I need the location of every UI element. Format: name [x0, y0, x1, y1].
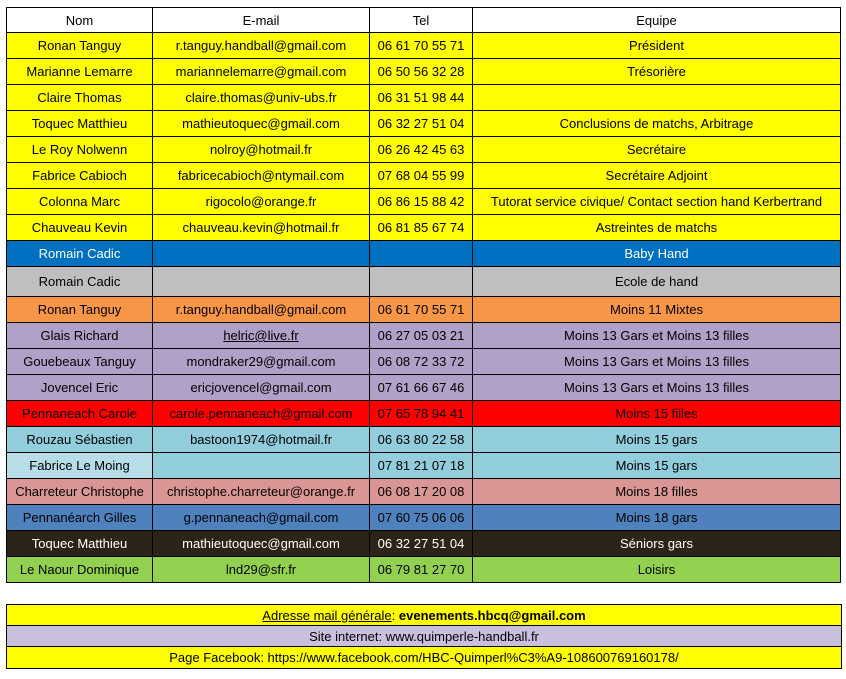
table-row — [7, 215, 841, 241]
cell-tel: 06 26 42 45 63 — [370, 137, 473, 163]
cell-tel: 06 27 05 03 21 — [370, 323, 473, 349]
table-row — [7, 427, 841, 453]
cell-email[interactable]: g.pennaneach@gmail.com — [153, 505, 370, 531]
cell-tel: 06 32 27 51 04 — [370, 111, 473, 137]
table-body — [7, 33, 841, 583]
cell-equipe: Ecole de hand — [473, 267, 841, 297]
cell-tel: 06 08 72 33 72 — [370, 349, 473, 375]
header-equipe: Equipe — [473, 8, 841, 33]
cell-nom: Charreteur Christophe — [7, 479, 153, 505]
contacts-table — [6, 7, 841, 583]
cell-equipe: Moins 13 Gars et Moins 13 filles — [473, 349, 841, 375]
footer-info — [6, 604, 842, 669]
cell-nom: Jovencel Eric — [7, 375, 153, 401]
cell-nom: Claire Thomas — [7, 85, 153, 111]
cell-equipe: Conclusions de matchs, Arbitrage — [473, 111, 841, 137]
table-row — [7, 557, 841, 583]
cell-email[interactable]: rigocolo@orange.fr — [153, 189, 370, 215]
table-row — [7, 241, 841, 267]
cell-nom: Pennanéarch Gilles — [7, 505, 153, 531]
header-nom: Nom — [7, 8, 153, 33]
table-row — [7, 323, 841, 349]
cell-tel: 06 50 56 32 28 — [370, 59, 473, 85]
cell-tel: 06 79 81 27 70 — [370, 557, 473, 583]
cell-nom: Chauveau Kevin — [7, 215, 153, 241]
cell-nom: Romain Cadic — [7, 241, 153, 267]
cell-email[interactable]: mathieutoquec@gmail.com — [153, 531, 370, 557]
cell-nom: Fabrice Le Moing — [7, 453, 153, 479]
cell-email[interactable]: mondraker29@gmail.com — [153, 349, 370, 375]
cell-email[interactable]: claire.thomas@univ-ubs.fr — [153, 85, 370, 111]
table-row — [7, 267, 841, 297]
cell-nom: Ronan Tanguy — [7, 33, 153, 59]
cell-email — [153, 267, 370, 297]
cell-tel: 06 08 17 20 08 — [370, 479, 473, 505]
cell-equipe: Moins 15 gars — [473, 427, 841, 453]
cell-email[interactable]: r.tanguy.handball@gmail.com — [153, 297, 370, 323]
cell-nom: Glais Richard — [7, 323, 153, 349]
cell-nom: Romain Cadic — [7, 267, 153, 297]
table-row — [7, 375, 841, 401]
header-tel: Tel — [370, 8, 473, 33]
cell-equipe: Moins 18 gars — [473, 505, 841, 531]
table-row — [7, 479, 841, 505]
cell-tel: 06 61 70 55 71 — [370, 33, 473, 59]
cell-nom: Fabrice Cabioch — [7, 163, 153, 189]
cell-equipe: Astreintes de matchs — [473, 215, 841, 241]
cell-nom: Ronan Tanguy — [7, 297, 153, 323]
general-mail-line — [7, 605, 841, 626]
table-row — [7, 297, 841, 323]
cell-equipe — [473, 85, 841, 111]
cell-tel: 07 60 75 06 06 — [370, 505, 473, 531]
cell-tel: 06 86 15 88 42 — [370, 189, 473, 215]
table-row — [7, 111, 841, 137]
table-row — [7, 401, 841, 427]
general-mail-label: Adresse mail générale — [262, 608, 392, 623]
cell-equipe: Moins 15 filles — [473, 401, 841, 427]
cell-email[interactable]: nolroy@hotmail.fr — [153, 137, 370, 163]
cell-nom: Rouzau Sébastien — [7, 427, 153, 453]
cell-tel: 07 61 66 67 46 — [370, 375, 473, 401]
cell-email[interactable]: carole.pennaneach@gmail.com — [153, 401, 370, 427]
cell-equipe: Trésorière — [473, 59, 841, 85]
cell-email[interactable]: chauveau.kevin@hotmail.fr — [153, 215, 370, 241]
header-row — [7, 8, 841, 33]
cell-tel: 07 68 04 55 99 — [370, 163, 473, 189]
cell-tel: 06 31 51 98 44 — [370, 85, 473, 111]
cell-equipe: Moins 13 Gars et Moins 13 filles — [473, 323, 841, 349]
cell-equipe: Séniors gars — [473, 531, 841, 557]
cell-tel: 06 81 85 67 74 — [370, 215, 473, 241]
table-row — [7, 505, 841, 531]
cell-tel: 07 81 21 07 18 — [370, 453, 473, 479]
cell-email[interactable]: r.tanguy.handball@gmail.com — [153, 33, 370, 59]
general-mail-value[interactable]: evenements.hbcq@gmail.com — [398, 608, 586, 623]
cell-email — [153, 453, 370, 479]
cell-email[interactable]: mathieutoquec@gmail.com — [153, 111, 370, 137]
table-row — [7, 189, 841, 215]
cell-equipe: Secrétaire — [473, 137, 841, 163]
table-row — [7, 531, 841, 557]
cell-tel — [370, 241, 473, 267]
cell-email[interactable]: bastoon1974@hotmail.fr — [153, 427, 370, 453]
table-row — [7, 33, 841, 59]
website-line[interactable]: Site internet: www.quimperle-handball.fr — [7, 626, 841, 647]
cell-equipe: Tutorat service civique/ Contact section hand Kerbertrand — [473, 189, 841, 215]
cell-nom: Toquec Matthieu — [7, 111, 153, 137]
cell-email — [153, 241, 370, 267]
table-row — [7, 85, 841, 111]
cell-tel — [370, 267, 473, 297]
cell-nom: Pennaneach Carole — [7, 401, 153, 427]
cell-tel: 06 63 80 22 58 — [370, 427, 473, 453]
cell-email[interactable]: ericjovencel@gmail.com — [153, 375, 370, 401]
cell-equipe: Baby Hand — [473, 241, 841, 267]
header-email: E-mail — [153, 8, 370, 33]
cell-email[interactable]: helric@live.fr — [153, 323, 370, 349]
cell-equipe: Moins 11 Mixtes — [473, 297, 841, 323]
table-row — [7, 453, 841, 479]
table-row — [7, 59, 841, 85]
cell-equipe: Secrétaire Adjoint — [473, 163, 841, 189]
cell-nom: Marianne Lemarre — [7, 59, 153, 85]
cell-email[interactable]: mariannelemarre@gmail.com — [153, 59, 370, 85]
facebook-line[interactable]: Page Facebook: https://www.facebook.com/HBC-Quimperl%C3%A9-108600769160178/ — [7, 647, 841, 668]
cell-nom: Colonna Marc — [7, 189, 153, 215]
cell-tel: 07 65 78 94 41 — [370, 401, 473, 427]
cell-equipe: Moins 18 filles — [473, 479, 841, 505]
cell-equipe: Loisirs — [473, 557, 841, 583]
cell-equipe: Moins 15 gars — [473, 453, 841, 479]
cell-tel: 06 32 27 51 04 — [370, 531, 473, 557]
cell-nom: Toquec Matthieu — [7, 531, 153, 557]
cell-email[interactable]: lnd29@sfr.fr — [153, 557, 370, 583]
cell-email[interactable]: christophe.charreteur@orange.fr — [153, 479, 370, 505]
general-mail-separator: : — [391, 608, 399, 623]
cell-email[interactable]: fabricecabioch@ntymail.com — [153, 163, 370, 189]
cell-nom: Le Roy Nolwenn — [7, 137, 153, 163]
cell-equipe: Président — [473, 33, 841, 59]
table-row — [7, 349, 841, 375]
table-row — [7, 163, 841, 189]
table-row — [7, 137, 841, 163]
cell-nom: Gouebeaux Tanguy — [7, 349, 153, 375]
cell-nom: Le Naour Dominique — [7, 557, 153, 583]
cell-equipe: Moins 13 Gars et Moins 13 filles — [473, 375, 841, 401]
cell-tel: 06 61 70 55 71 — [370, 297, 473, 323]
